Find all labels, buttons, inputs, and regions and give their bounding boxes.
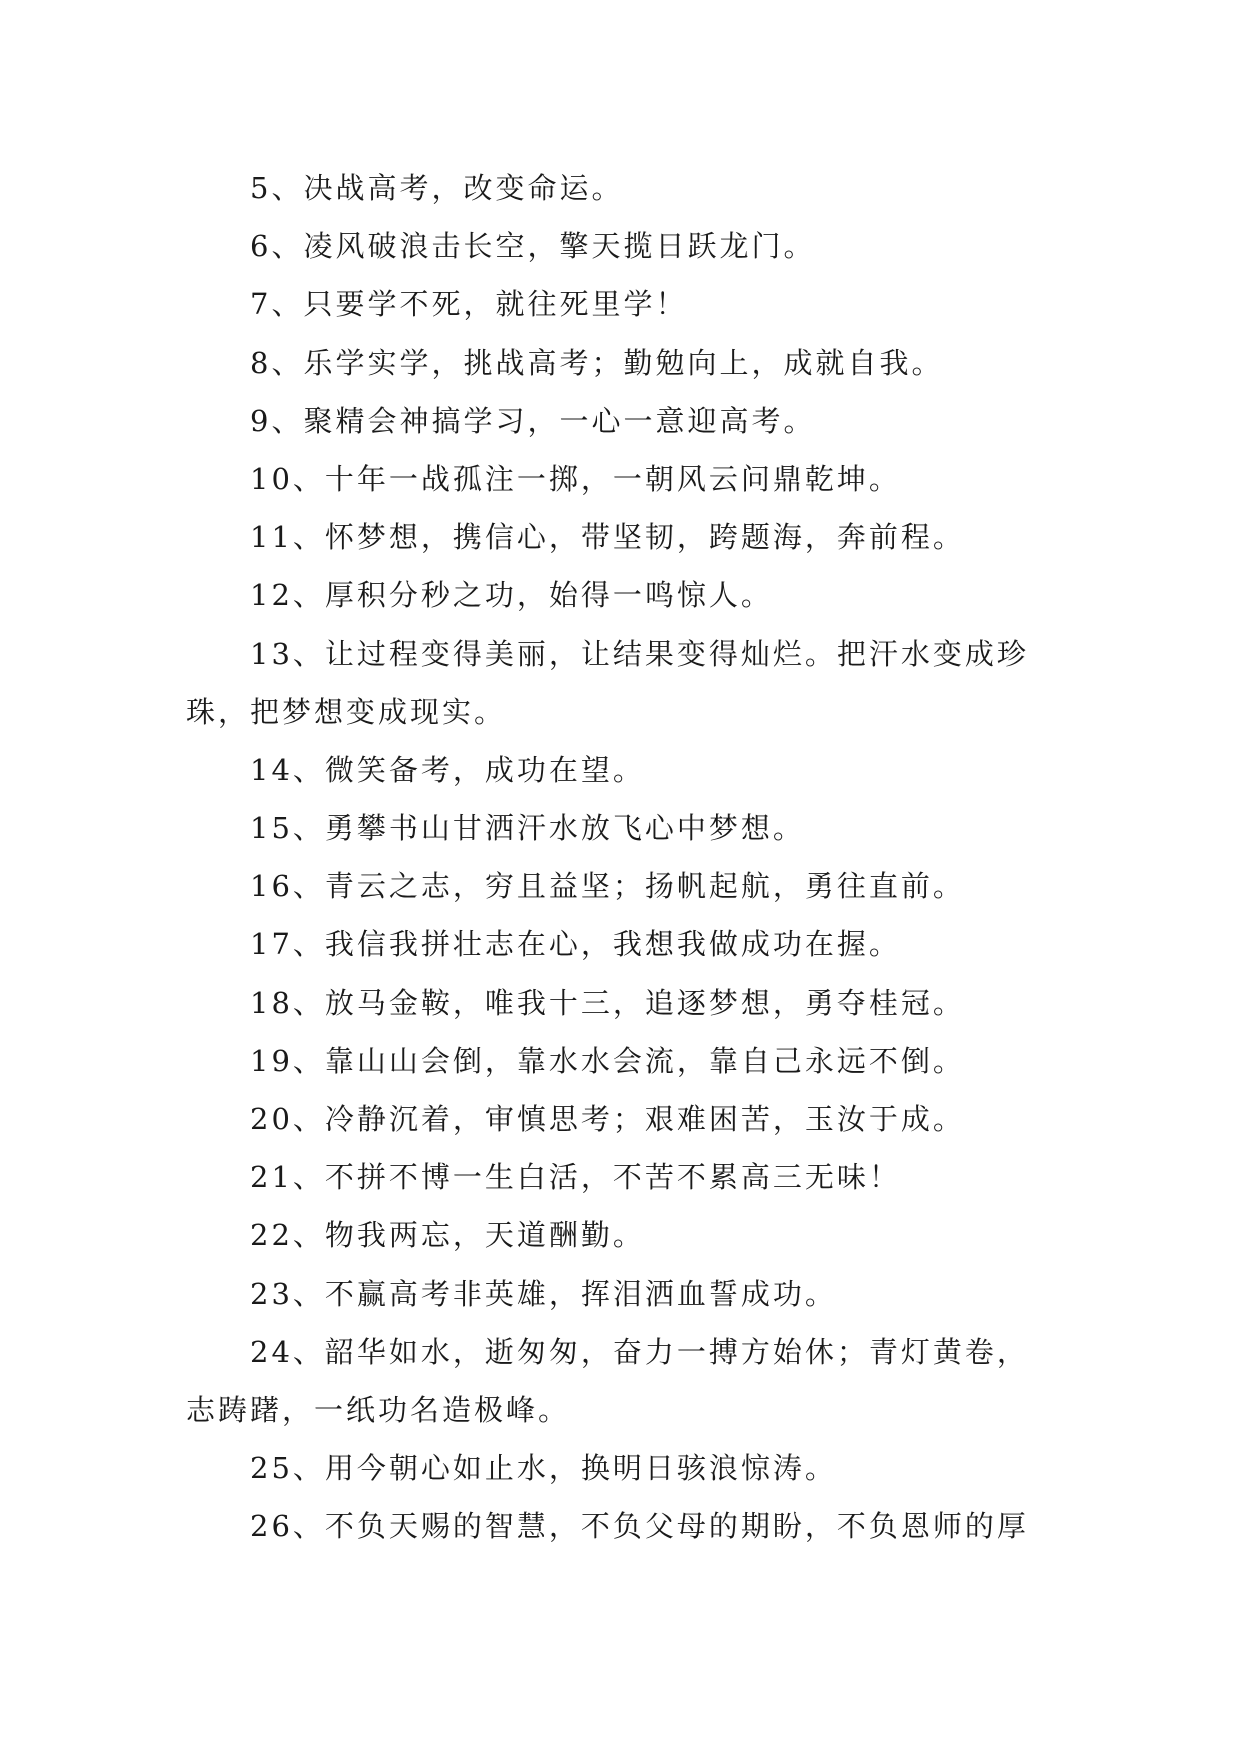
slogan-line: 11、怀梦想，携信心，带坚韧，跨题海，奔前程。 [250,520,965,555]
slogan-line: 15、勇攀书山甘洒汗水放飞心中梦想。 [250,811,805,846]
slogan-line: 12、厚积分秒之功，始得一鸣惊人。 [250,578,773,613]
slogan-line: 9、聚精会神搞学习，一心一意迎高考。 [250,403,816,438]
slogan-line: 7、只要学不死，就往死里学！ [250,287,688,322]
slogan-line: 18、放马金鞍，唯我十三，追逐梦想，勇夺桂冠。 [250,985,965,1020]
document-body [186,159,1066,1556]
slogan-line: 14、微笑备考，成功在望。 [250,752,645,787]
slogan-line: 8、乐学实学，挑战高考；勤勉向上，成就自我。 [250,345,944,380]
slogan-line-continuation: 珠，把梦想变成现实。 [186,694,507,729]
slogan-line: 22、物我两忘，天道酬勤。 [250,1218,645,1253]
slogan-line: 26、不负天赐的智慧，不负父母的期盼，不负恩师的厚 [250,1509,1029,1544]
slogan-line: 20、冷静沉着，审慎思考；艰难困苦，玉汝于成。 [250,1102,965,1136]
slogan-line: 17、我信我拼壮志在心，我想我做成功在握。 [250,927,901,962]
slogan-line: 21、不拼不博一生白活，不苦不累高三无味！ [250,1160,901,1195]
slogan-line: 23、不赢高考非英雄，挥泪洒血誓成功。 [250,1276,837,1311]
slogan-line: 13、让过程变得美丽，让结果变得灿烂。把汗水变成珍 [250,636,1029,671]
slogan-line: 24、韶华如水，逝匆匆，奋力一搏方始休；青灯黄卷， [250,1334,1029,1369]
slogan-line: 5、决战高考，改变命运。 [250,171,624,205]
slogan-line: 10、十年一战孤注一掷，一朝风云问鼎乾坤。 [250,461,901,496]
slogan-line: 25、用今朝心如止水，换明日骇浪惊涛。 [250,1451,837,1486]
slogan-line: 19、靠山山会倒，靠水水会流，靠自己永远不倒。 [250,1043,965,1078]
slogan-line-continuation: 志踌躇，一纸功名造极峰。 [186,1392,571,1427]
slogan-line: 16、青云之志，穷且益坚；扬帆起航，勇往直前。 [250,869,965,904]
slogan-line: 6、凌风破浪击长空，擎天揽日跃龙门。 [250,229,816,264]
